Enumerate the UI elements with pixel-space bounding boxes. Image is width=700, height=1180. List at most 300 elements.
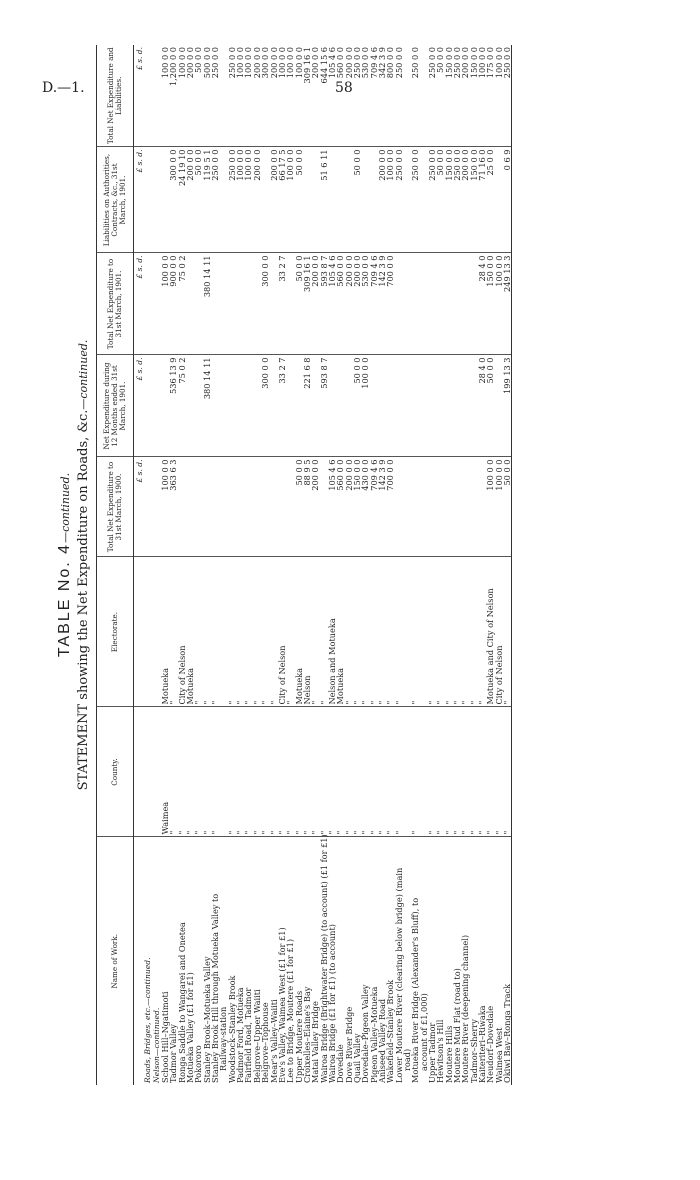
amount-cell [386, 355, 394, 457]
text-cell: " [411, 557, 419, 707]
amount-cell: 150 0 0 [353, 457, 361, 557]
work-name-cell: Motueka Valley (£1 for £1) [185, 972, 196, 1083]
amount-cell: 560 0 0 [336, 253, 344, 355]
amount-cell: 75 0 2 [178, 355, 186, 457]
empty-cell [153, 355, 161, 457]
work-name-cell: Tadmor Valley [168, 1024, 179, 1083]
amount-cell: 100 0 0 [495, 253, 503, 355]
table-row [461, 45, 469, 1085]
work-name-cell: Tadmor–Sherry [468, 1019, 479, 1083]
text-cell: " [470, 557, 478, 707]
text-cell: " [345, 707, 353, 837]
text-cell: " [478, 557, 486, 707]
amount-cell: 28 4 0 [478, 253, 486, 355]
text-cell: " [261, 707, 269, 837]
text-cell: " [203, 557, 211, 707]
work-name-cell: Waimea West [493, 1027, 504, 1083]
amount-cell: 0 6 9 [503, 147, 512, 253]
work-name-cell: Eve's Valley, Waimea West (£1 for £1) [276, 927, 287, 1083]
text-cell: " [353, 557, 361, 707]
text-cell: " [311, 707, 319, 837]
amount-cell: 150 0 0 [445, 45, 453, 147]
work-name-cell: Moutere Mud Flat (road to) [452, 968, 463, 1083]
amount-cell [203, 457, 211, 557]
amount-cell [370, 355, 378, 457]
table-row [286, 45, 294, 1085]
text-cell [403, 557, 411, 707]
column-header: County. [97, 707, 134, 837]
amount-cell: 88 9 5 [303, 457, 311, 557]
amount-cell: 700 0 0 [386, 457, 394, 557]
amount-cell: 200 0 0 [311, 253, 319, 355]
units-cell: £ s. d. [134, 45, 145, 147]
work-name-cell: Kaiteriteri–Riwaka [477, 1005, 488, 1083]
empty-cell [144, 557, 152, 707]
amount-cell [219, 355, 227, 457]
amount-cell: 709 4 6 [370, 457, 378, 557]
work-name-cell: Woodstock–Stanley Brook [226, 975, 237, 1083]
text-cell: " [270, 707, 278, 837]
amount-cell: 309 16 1 [303, 253, 311, 355]
amount-cell [411, 457, 419, 557]
amount-cell [428, 355, 436, 457]
amount-cell [244, 355, 252, 457]
table-row [261, 45, 269, 1085]
table-row [253, 45, 261, 1085]
amount-cell: 100 0 0 [286, 147, 294, 253]
rotated-table-page [48, 45, 648, 1085]
work-name-cell: Fairfield Road, Tadmor [243, 987, 254, 1083]
work-name-cell: Pigeon Valley–Motueka [368, 986, 379, 1083]
amount-cell [236, 355, 244, 457]
table-row [503, 45, 512, 1085]
amount-cell [361, 147, 369, 253]
text-cell: " [478, 707, 486, 837]
amount-cell: 66 17 5 [278, 147, 286, 253]
amount-cell: 250 0 0 [395, 147, 403, 253]
amount-cell: 309 16 1 [303, 45, 311, 147]
text-cell: " [353, 707, 361, 837]
text-cell: " [428, 707, 436, 837]
table-row [345, 45, 353, 1085]
amount-cell: 250 0 0 [211, 147, 219, 253]
work-name-cell: Stanley Brook Hill through Motueka Valley to [210, 893, 221, 1083]
text-cell: " [345, 557, 353, 707]
text-cell: " [495, 707, 503, 837]
work-name-cell: Ronga Saddle to Wangarei and Onetea [176, 922, 187, 1083]
column-header: Net Expenditure during 12 Months ended 31st March, 1901. [97, 355, 134, 457]
text-cell: Motueka [186, 557, 194, 707]
amount-cell: 380 14 11 [203, 355, 211, 457]
amount-cell [186, 355, 194, 457]
amount-cell [420, 253, 428, 355]
work-name-cell: Wairoa Bridge (Brightwater Bridge) (to account) (£1 for £1) [318, 834, 329, 1083]
amount-cell: 100 0 0 [495, 457, 503, 557]
table-row [161, 45, 169, 1085]
text-cell: " [228, 557, 236, 707]
amount-cell [461, 253, 469, 355]
amount-cell [228, 253, 236, 355]
amount-cell [395, 355, 403, 457]
amount-cell: 536 13 9 [169, 355, 177, 457]
amount-cell [253, 457, 261, 557]
amount-cell [178, 457, 186, 557]
column-header: Total Net Expenditure and Liabilities. [97, 45, 134, 147]
amount-cell: 100 0 0 [495, 45, 503, 147]
text-cell: " [378, 557, 386, 707]
amount-cell: 100 0 0 [161, 457, 169, 557]
column-header: Liabilities on Authorities, Contracts, &c., 31st March, 1901. [97, 147, 134, 253]
amount-cell [378, 355, 386, 457]
amount-cell [453, 253, 461, 355]
amount-cell [261, 457, 269, 557]
amount-cell: 250 0 0 [428, 147, 436, 253]
units-cell: £ s. d. [134, 457, 145, 557]
amount-cell: 530 0 0 [361, 45, 369, 147]
text-cell: " [361, 707, 369, 837]
text-cell: City of Nelson [278, 557, 286, 707]
empty-cell [144, 147, 152, 253]
amount-cell [411, 355, 419, 457]
amount-cell: 100 0 0 [244, 147, 252, 253]
work-name-cell: Wairoa Bridge (£1 for £1) (to account) [326, 924, 337, 1083]
table-row [420, 45, 428, 1085]
work-name-cell: Dove River Bridge [343, 1006, 354, 1083]
amount-cell: 560 0 0 [336, 457, 344, 557]
amount-cell: 100 0 0 [161, 45, 169, 147]
work-name-cell: Mear's Valley–Waiiti [268, 999, 279, 1083]
units-cell: £ s. d. [134, 355, 145, 457]
table-row [295, 45, 303, 1085]
text-cell: City of Nelson [178, 557, 186, 707]
empty-cell [144, 253, 152, 355]
amount-cell: 33 2 7 [278, 253, 286, 355]
amount-cell [445, 253, 453, 355]
text-cell: " [453, 557, 461, 707]
amount-cell: 200 0 0 [270, 45, 278, 147]
text-cell: " [169, 557, 177, 707]
table-row [445, 45, 453, 1085]
amount-cell: 200 0 0 [461, 147, 469, 253]
amount-cell: 142 3 9 [378, 253, 386, 355]
text-cell: " [311, 557, 319, 707]
amount-cell: 530 0 0 [361, 253, 369, 355]
text-cell [219, 557, 227, 707]
work-name-cell: Wakefield–Stanley Brook [385, 979, 396, 1083]
table-row [428, 45, 436, 1085]
amount-cell [453, 355, 461, 457]
amount-cell [328, 355, 336, 457]
amount-cell: 50 0 0 [503, 457, 512, 557]
empty-cell [144, 707, 152, 837]
amount-cell [453, 457, 461, 557]
amount-cell [228, 457, 236, 557]
table-row [278, 45, 286, 1085]
amount-cell: 150 0 0 [486, 253, 494, 355]
amount-cell: 250 0 0 [411, 45, 419, 147]
text-cell: " [228, 707, 236, 837]
amount-cell [403, 253, 411, 355]
text-cell: " [236, 707, 244, 837]
amount-cell [428, 253, 436, 355]
text-cell: " [470, 707, 478, 837]
table-row [178, 45, 186, 1085]
column-header: Electorate. [97, 557, 134, 707]
text-cell: " [194, 707, 202, 837]
amount-cell: 25 0 0 [486, 147, 494, 253]
amount-cell: 105 4 6 [328, 457, 336, 557]
table-row [453, 45, 461, 1085]
work-name-cell: Neudorf–Dovedale [485, 1005, 496, 1083]
amount-cell: 709 4 6 [370, 253, 378, 355]
amount-cell: 200 0 0 [186, 45, 194, 147]
units-cell: £ s. d. [134, 147, 145, 253]
amount-cell: 200 0 0 [378, 147, 386, 253]
amount-cell [194, 457, 202, 557]
work-name-cell: Moutere Hills [443, 1025, 454, 1083]
amount-cell: 142 3 9 [378, 457, 386, 557]
amount-cell [278, 457, 286, 557]
amount-cell [244, 253, 252, 355]
table-row [353, 45, 361, 1085]
table-row [228, 45, 236, 1085]
amount-cell: 200 0 0 [311, 457, 319, 557]
amount-cell: 150 0 0 [470, 45, 478, 147]
amount-cell: 200 0 0 [253, 45, 261, 147]
amount-cell: 250 0 0 [453, 147, 461, 253]
empty-cell [144, 355, 152, 457]
amount-cell: 593 8 7 [320, 253, 328, 355]
amount-cell: 250 0 0 [211, 45, 219, 147]
amount-cell: 71 16 0 [478, 147, 486, 253]
text-cell: " [370, 707, 378, 837]
table-title [56, 45, 74, 1085]
text-cell: " [461, 707, 469, 837]
amount-cell: 75 0 2 [178, 253, 186, 355]
expenditure-table [96, 45, 512, 1085]
work-name-cell: Quail Valley [351, 1033, 362, 1083]
table-body [134, 45, 512, 1085]
amount-cell: 342 3 9 [378, 45, 386, 147]
work-name-cell: Belgrove–Upper Waiiti [251, 989, 262, 1083]
text-cell: " [428, 557, 436, 707]
amount-cell [211, 355, 219, 457]
amount-cell: 100 0 0 [244, 45, 252, 147]
amount-cell: 430 0 0 [361, 457, 369, 557]
section-heading: Nelson—continued. [151, 1007, 161, 1083]
text-cell: Nelson [303, 557, 311, 707]
units-cell: £ s. d. [134, 253, 145, 355]
empty-cell [144, 457, 152, 557]
amount-cell [186, 253, 194, 355]
text-cell: Motueka and City of Nelson [486, 557, 494, 707]
amount-cell: 100 0 0 [236, 147, 244, 253]
amount-cell: 50 0 0 [436, 45, 444, 147]
work-name-cell: Hewitson's Hill [435, 1019, 446, 1083]
amount-cell: 200 0 0 [345, 253, 353, 355]
text-cell: " [445, 557, 453, 707]
amount-cell: 380 14 11 [203, 253, 211, 355]
amount-cell [228, 355, 236, 457]
text-cell [219, 707, 227, 837]
amount-cell: 593 8 7 [320, 355, 328, 457]
text-cell: " [486, 707, 494, 837]
amount-cell [411, 253, 419, 355]
amount-cell: 709 4 6 [370, 45, 378, 147]
section-row [144, 45, 152, 1085]
text-cell: " [178, 707, 186, 837]
amount-cell [244, 457, 252, 557]
table-subtitle [76, 45, 91, 1085]
amount-cell: 105 4 6 [328, 45, 336, 147]
work-name-cell: Lower Moutere River (clearing below bridge) (main [393, 867, 404, 1083]
work-name-cell: Motueka River Bridge (Alexander's Bluff), to [410, 897, 421, 1083]
amount-cell: 50 0 0 [436, 147, 444, 253]
table-row [361, 45, 369, 1085]
table-row [478, 45, 486, 1085]
work-name-cell: Upper Moutere Roads [293, 990, 304, 1083]
amount-cell: 100 0 0 [478, 45, 486, 147]
amount-cell [211, 457, 219, 557]
amount-cell: 50 0 0 [295, 147, 303, 253]
amount-cell: 51 6 11 [320, 147, 328, 253]
text-cell: " [278, 707, 286, 837]
amount-cell: 200 0 0 [353, 253, 361, 355]
text-cell: " [453, 707, 461, 837]
amount-cell: 300 0 0 [261, 253, 269, 355]
table-row [495, 45, 503, 1085]
amount-cell: 100 0 0 [161, 253, 169, 355]
text-cell: " [370, 557, 378, 707]
text-cell: " [436, 557, 444, 707]
text-cell: " [286, 557, 294, 707]
amount-cell: 50 0 0 [194, 147, 202, 253]
amount-cell: 24 19 10 [178, 147, 186, 253]
amount-cell: 250 0 0 [353, 45, 361, 147]
amount-cell [445, 457, 453, 557]
amount-cell [420, 457, 428, 557]
text-cell: " [211, 707, 219, 837]
text-cell: " [336, 707, 344, 837]
amount-cell: 250 0 0 [503, 45, 512, 147]
amount-cell: 800 0 0 [386, 45, 394, 147]
empty-cell [144, 45, 152, 147]
amount-cell: 363 6 3 [169, 457, 177, 557]
text-cell: Motueka [161, 557, 169, 707]
table-subtitle-continued: —continued. [77, 339, 90, 410]
amount-cell: 150 0 0 [445, 147, 453, 253]
amount-cell [403, 457, 411, 557]
amount-cell: 105 4 6 [328, 253, 336, 355]
work-name-cell: Pokororo [193, 1045, 204, 1083]
text-cell: Motueka [295, 557, 303, 707]
text-cell: " [411, 707, 419, 837]
amount-cell [219, 253, 227, 355]
document-reference: D.—1. [42, 80, 85, 96]
amount-cell: 50 0 0 [194, 45, 202, 147]
amount-cell: 33 2 7 [278, 355, 286, 457]
amount-cell: 221 6 8 [303, 355, 311, 457]
text-cell: " [169, 707, 177, 837]
section-heading: Roads, Bridges, etc.—continued. [143, 957, 153, 1083]
work-name-cell: Stanley Brook–Motueka Valley [201, 956, 212, 1083]
work-name-cell: Aniseed Valley Road [376, 998, 387, 1083]
amount-cell [395, 253, 403, 355]
amount-cell [470, 457, 478, 557]
column-header: Total Net Expenditure to 31st March, 1901. [97, 253, 134, 355]
text-cell: " [186, 707, 194, 837]
text-cell: " [395, 707, 403, 837]
work-name-cell: Dovedale [335, 1044, 346, 1083]
amount-cell [186, 457, 194, 557]
amount-cell [211, 253, 219, 355]
table-row [211, 45, 219, 1085]
amount-cell [436, 253, 444, 355]
work-name-cell: Padmor Ford, Motueka [235, 987, 246, 1083]
work-name-cell: Dovedale–Pigeon Valley [360, 984, 371, 1083]
text-cell: " [286, 707, 294, 837]
work-name-cell: Belgrove–Tophouse [260, 1002, 271, 1083]
text-cell: Motueka [336, 557, 344, 707]
table-row [486, 45, 494, 1085]
work-name-cell: Railway-station [218, 1006, 229, 1071]
amount-cell: 100 0 0 [286, 45, 294, 147]
table-row [378, 45, 386, 1085]
section-row [153, 45, 161, 1085]
amount-cell [403, 355, 411, 457]
amount-cell [336, 355, 344, 457]
table-row [303, 45, 311, 1085]
amount-cell [436, 355, 444, 457]
text-cell: " [461, 557, 469, 707]
text-cell: " [386, 557, 394, 707]
amount-cell: 50 0 0 [295, 253, 303, 355]
amount-cell: 199 13 3 [503, 355, 512, 457]
amount-cell: 250 0 0 [395, 45, 403, 147]
work-name-cell: Matai Valley Bridge [310, 1001, 321, 1083]
table-row [336, 45, 344, 1085]
text-cell: " [295, 707, 303, 837]
amount-cell: 100 0 0 [386, 147, 394, 253]
table-row [395, 45, 403, 1085]
units-cell [134, 557, 145, 707]
amount-cell: 200 0 0 [186, 147, 194, 253]
amount-cell: 200 0 0 [345, 457, 353, 557]
amount-cell: 300 0 0 [261, 45, 269, 147]
text-cell: " [503, 707, 512, 837]
amount-cell: 50 0 0 [486, 355, 494, 457]
table-row [236, 45, 244, 1085]
amount-cell [436, 457, 444, 557]
amount-cell: 175 0 0 [486, 45, 494, 147]
work-name-cell: Croixelles–Elaine's Bay [301, 986, 312, 1083]
table-row [186, 45, 194, 1085]
column-header: Name of Work. [97, 837, 134, 1085]
amount-cell: 100 0 0 [278, 45, 286, 147]
amount-cell [395, 457, 403, 557]
text-cell: " [378, 707, 386, 837]
amount-cell: 150 0 0 [470, 147, 478, 253]
amount-cell: 28 4 0 [478, 355, 486, 457]
column-header: Total Net Expenditure to 31st March, 1900. [97, 457, 134, 557]
amount-cell: 50 0 0 [353, 355, 361, 457]
text-cell: " [244, 557, 252, 707]
amount-cell: 50 0 0 [295, 457, 303, 557]
text-cell: Waimea [161, 707, 169, 837]
amount-cell: 249 13 3 [503, 253, 512, 355]
units-row [134, 45, 145, 1085]
amount-cell: 300 0 0 [261, 355, 269, 457]
